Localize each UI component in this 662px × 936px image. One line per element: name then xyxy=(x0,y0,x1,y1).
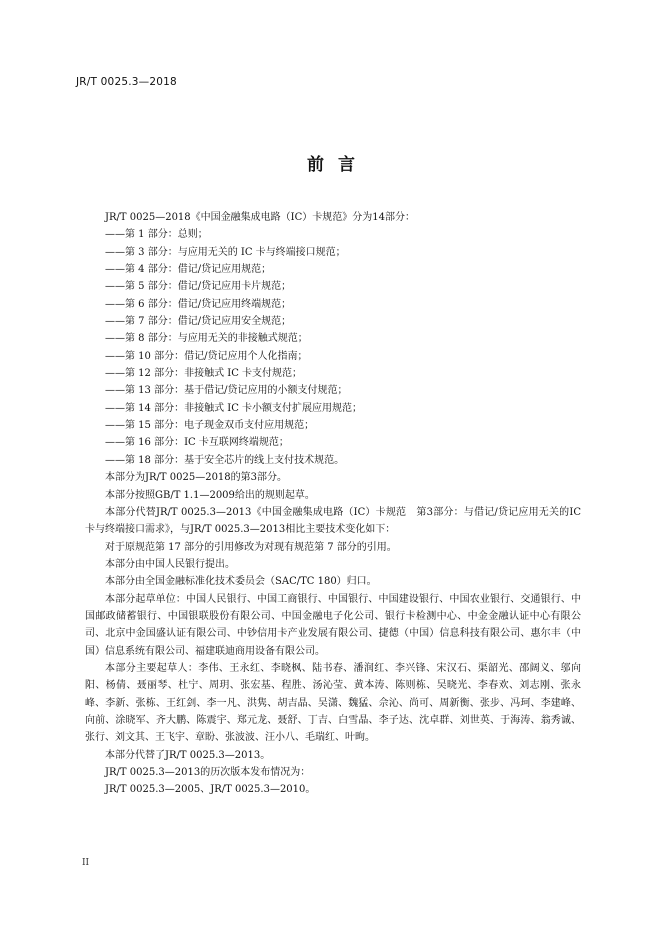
paragraph-history-heading: JR/T 0025.3—2013的历次版本发布情况为： xyxy=(105,767,311,778)
paragraph-technical-change: 对于原规范第 17 部分的引用修改为对现有规范第 7 部分的引用。 xyxy=(105,541,397,553)
paragraph-part-number: 本部分为JR/T 0025—2018的第3部分。 xyxy=(105,472,288,484)
paragraph-supersedes: 本部分代替了JR/T 0025.3—2013。 xyxy=(105,749,271,761)
part-item: ——第 1 部分：总则； xyxy=(105,229,208,241)
part-item: ——第 18 部分：基于安全芯片的线上支付技术规范。 xyxy=(105,454,345,466)
paragraph-drafting-rules: 本部分按照GB/T 1.1—2009给出的规则起草。 xyxy=(105,489,315,501)
page-title: 前言 xyxy=(307,155,369,175)
part-item: ——第 4 部分：借记/贷记应用规范； xyxy=(105,264,272,276)
part-item: ——第 5 部分：借记/贷记应用卡片规范； xyxy=(105,281,292,293)
paragraph-drafting-units: 本部分起草单位：中国人民银行、中国工商银行、中国银行、中国建设银行、中国农业银行、交通银行、中国邮政储蓄银行、中国银联股份有限公司、中国金融电子化公司、银行卡检测中心、中金金融认证中心有限公司、北京中金国盛认证有限公司、中钞信用卡产业发展有限公司、捷德（中国）信息科技有限公司、惠尔丰（中国）信息系统有限公司、福建联迪商用设备有限公司。 xyxy=(85,593,581,657)
paragraph-committee: 本部分由全国金融标准化技术委员会（SAC/TC 180）归口。 xyxy=(105,576,377,588)
preface-body xyxy=(85,209,581,799)
document-code: JR/T 0025.3—2018 xyxy=(76,76,177,88)
paragraph-drafters: 本部分主要起草人：李伟、王永红、李晓枫、陆书春、潘润红、李兴锋、宋汉石、渠韶光、邵阔义、邬向阳、杨倩、聂丽琴、杜宁、周玥、张宏基、程胜、汤沁莹、黄本涛、陈则栋、吴晓光、李春欢、刘志刚、张永峰、李新、张栋、王红剑、李一凡、洪隽、胡吉晶、吴潇、魏猛、佘沁、尚可、周新衡、张步、冯珂、李建峰、向前、涂晓军、齐大鹏、陈震宇、郑元龙、聂舒、丁吉、白雪晶、李子达、沈卓群、刘世英、于海涛、翁秀诚、张行、刘文其、王飞宇、章盼、张波波、汪小八、毛瑞红、叶昫。 xyxy=(85,662,581,744)
paragraph-history-versions: JR/T 0025.3—2005、JR/T 0025.3—2010。 xyxy=(105,784,316,796)
part-item: ——第 15 部分：电子现金双币支付应用规范； xyxy=(105,420,315,432)
intro-paragraph: JR/T 0025—2018《中国金融集成电路（IC）卡规范》分为14部分： xyxy=(105,212,415,223)
part-item: ——第 3 部分：与应用无关的 IC 卡与终端接口规范； xyxy=(105,246,346,258)
part-item: ——第 6 部分：借记/贷记应用终端规范； xyxy=(105,298,292,310)
part-item: ——第 12 部分：非接触式 IC 卡支付规范； xyxy=(105,368,303,380)
part-item: ——第 16 部分：IC 卡互联网终端规范； xyxy=(105,437,289,449)
page-number: II xyxy=(82,858,90,868)
paragraph-replaces: 本部分代替JR/T 0025.3—2013《中国金融集成电路（IC）卡规范 第3部分：与借记/贷记应用无关的IC卡与终端接口需求》，与JR/T 0025.3—2013相比主要技术变化如下： xyxy=(85,506,581,536)
paragraph-proposer: 本部分由中国人民银行提出。 xyxy=(105,558,235,570)
part-item: ——第 10 部分：借记/贷记应用个人化指南； xyxy=(105,350,308,362)
part-item: ——第 13 部分：基于借记/贷记应用的小额支付规范； xyxy=(105,385,348,397)
part-item: ——第 8 部分：与应用无关的非接触式规范； xyxy=(105,333,308,345)
part-item: ——第 7 部分：借记/贷记应用安全规范； xyxy=(105,316,292,328)
part-item: ——第 14 部分：非接触式 IC 卡小额支付扩展应用规范； xyxy=(105,402,363,414)
